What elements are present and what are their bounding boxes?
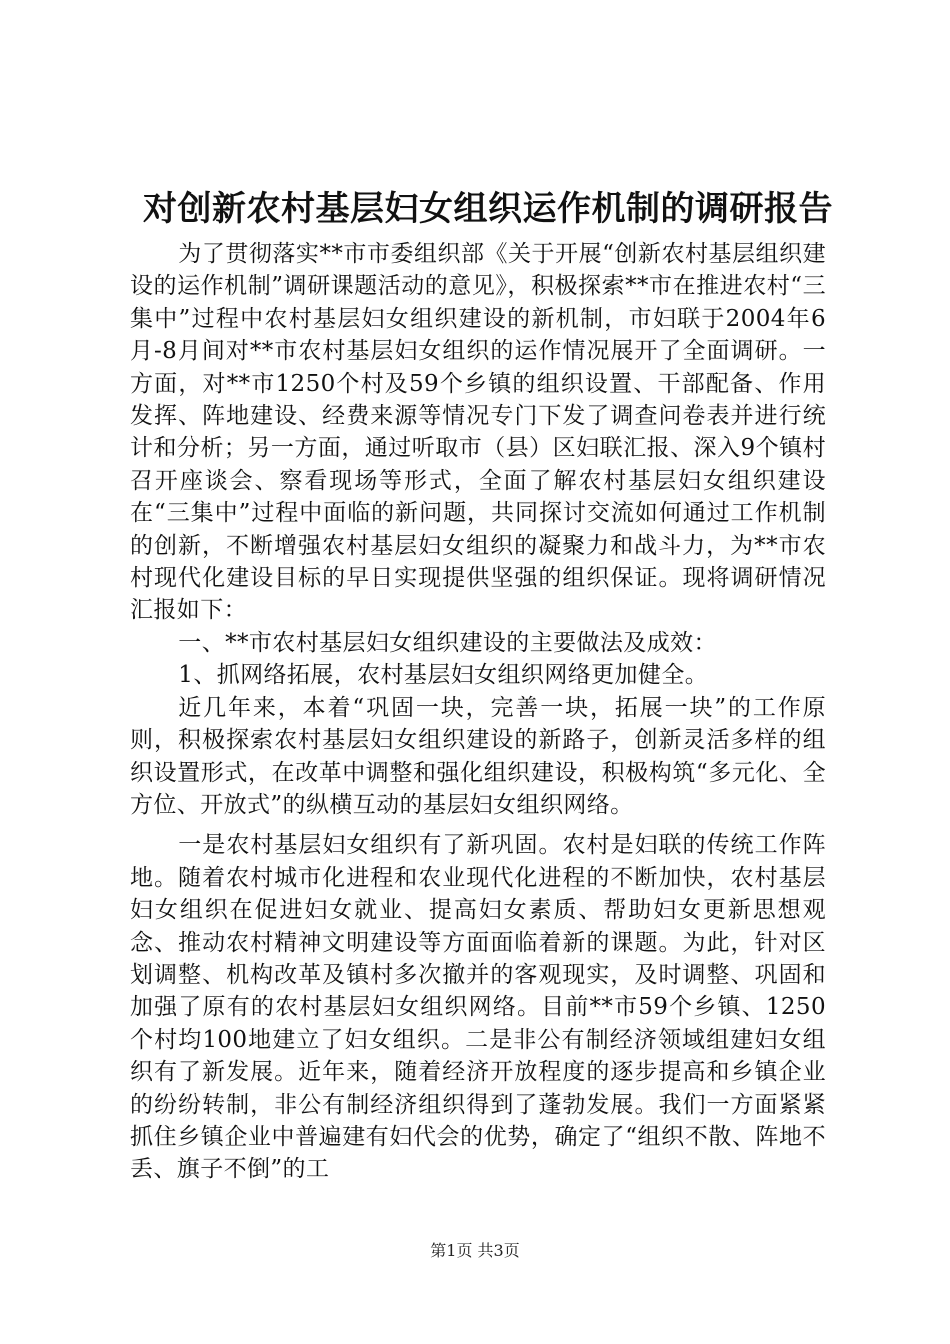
document-title: 对创新农村基层妇女组织运作机制的调研报告 — [143, 189, 833, 229]
page-number: 第1页 共3页 — [430, 1241, 520, 1260]
subsection-heading: 1、抓网络拓展，农村基层妇女组织网络更加健全。 — [178, 662, 709, 689]
paragraph-intro: 为了贯彻落实**市市委组织部《关于开展“创新农村基层组织建设的运作机制”调研课题活动的意见》，积极探索**市在推进农村“三集中”过程中农村基层妇女组织建设的新机制，市妇联于2004年6月-8月间对**市农村基层妇女组织的运作情况展开了全面调研。一方面，对**市1250个村及59个乡镇的组织设置、干部配备、作用发挥、阵地建设、经费来源等情况专门下发了调查问卷表并进行统计和分析；另一方面，通过听取市（县）区妇联汇报、深入9个镇村召开座谈会、察看现场等形式，全面了解农村基层妇女组织建设在“三集中”过程中面临的新问题，共同探讨交流如何通过工作机制的创新，不断增强农村基层妇女组织的凝聚力和战斗力，为**市农村现代化建设目标的早日实现提供坚强的组织保证。现将调研情况汇报如下： — [130, 241, 826, 624]
paragraph-network: 近几年来，本着“巩固一块，完善一块，拓展一块”的工作原则，积极探索农村基层妇女组织建设的新路子，创新灵活多样的组织设置形式，在改革中调整和强化组织建设，积极构筑“多元化、全方位、开放式”的纵横互动的基层妇女组织网络。 — [130, 694, 826, 818]
document-body — [130, 238, 826, 1186]
paragraph-consolidation: 一是农村基层妇女组织有了新巩固。农村是妇联的传统工作阵地。随着农村城市化进程和农业现代化进程的不断加快，农村基层妇女组织在促进妇女就业、提高妇女素质、帮助妇女更新思想观念、推动农村精神文明建设等方面面临着新的课题。为此，针对区划调整、机构改革及镇村多次撤并的客观现实，及时调整、巩固和加强了原有的农村基层妇女组织网络。目前**市59个乡镇、1250个村均100地建立了妇女组织。二是非公有制经济领域组建妇女组织有了新发展。近年来，随着经济开放程度的逐步提高和乡镇企业的纷纷转制，非公有制经济组织得到了蓬勃发展。我们一方面紧紧抓住乡镇企业中普遍建有妇代会的优势，确定了“组织不散、阵地不丢、旗子不倒”的工 — [130, 832, 826, 1183]
section-heading: 一、**市农村基层妇女组织建设的主要做法及成效： — [178, 629, 717, 656]
